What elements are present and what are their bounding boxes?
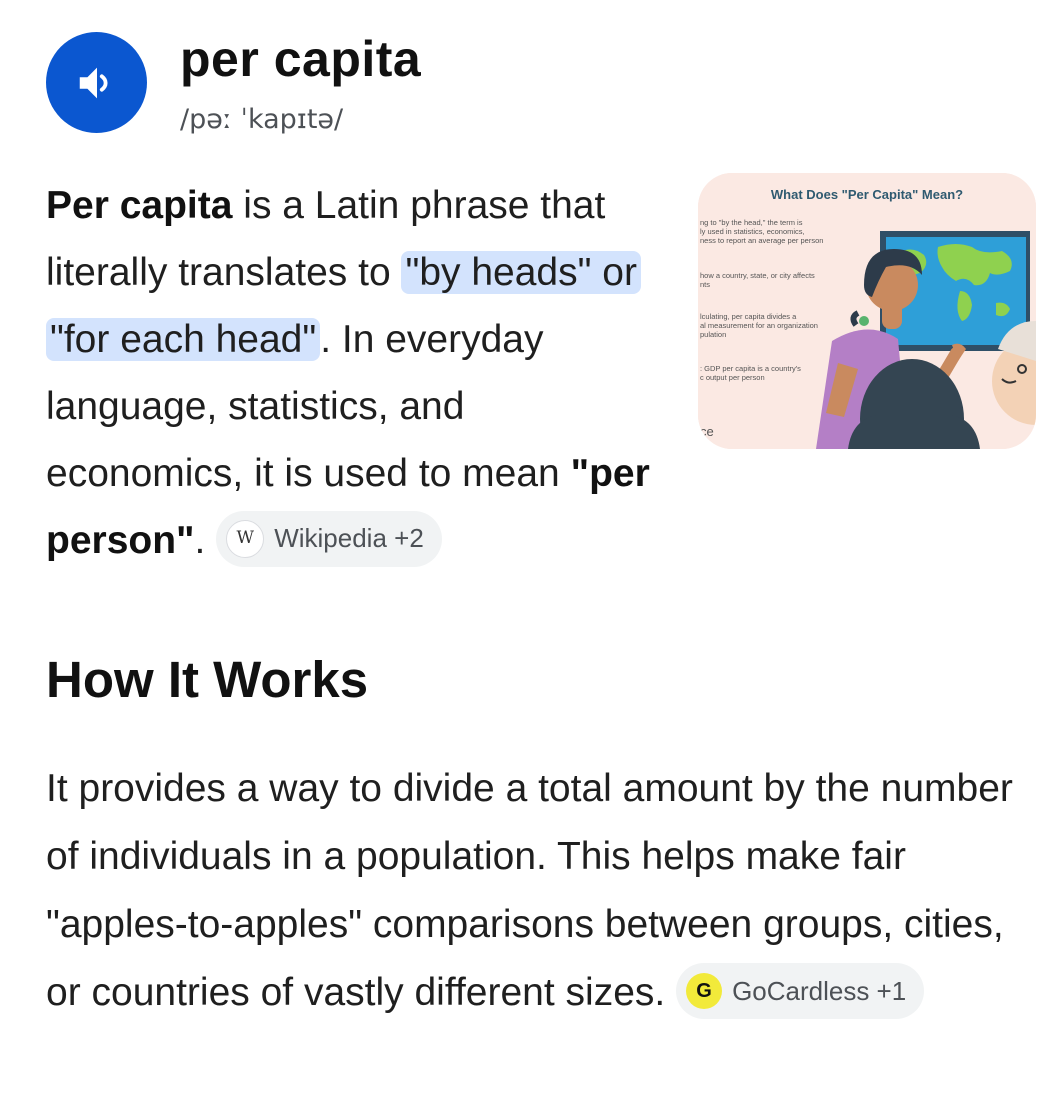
wikipedia-chip-label: Wikipedia +2 — [274, 523, 424, 554]
wikipedia-source-chip[interactable] — [216, 511, 442, 567]
entry-pronunciation: /pəː ˈkapɪtə/ — [180, 104, 344, 135]
infographic-thumbnail[interactable] — [698, 173, 1036, 449]
infographic-note: ce — [700, 424, 714, 439]
infographic-note: : GDP per capita is a country's c output per person — [700, 364, 801, 382]
intro-bold-per-person: "per person" — [46, 452, 650, 562]
section-body — [46, 755, 1026, 1027]
infographic-note: lculating, per capita divides a al measurement for an organization pulation — [700, 312, 818, 339]
intro-term: Per capita — [46, 184, 233, 227]
pronunciation-speaker-button[interactable] — [46, 32, 147, 133]
section-heading: How It Works — [46, 651, 369, 708]
infographic-illustration — [698, 173, 1036, 449]
section-body-text: It provides a way to divide a total amount by the number of individuals in a population. This helps make fair "apples-to-apples" comparisons between groups, cities, or countries of vastly different sizes. — [46, 767, 1013, 1014]
gocardless-icon: G — [686, 973, 722, 1009]
gocardless-source-chip[interactable] — [676, 963, 924, 1019]
wikipedia-icon: W — [226, 520, 264, 558]
volume-icon — [74, 60, 120, 106]
dictionary-header — [46, 30, 1006, 140]
intro-highlight[interactable]: "by heads" or "for each head" — [46, 251, 641, 361]
infographic-note: ng to "by the head," the term is ly used in statistics, economics, ness to report an average per person — [700, 218, 824, 245]
infographic-title: What Does "Per Capita" Mean? — [770, 187, 964, 202]
intro-text-3: . — [194, 519, 217, 562]
intro-text-2: . In everyday language, statistics, and economics, it is used to mean — [46, 318, 571, 495]
entry-word: per capita — [180, 31, 422, 87]
gocardless-chip-label: GoCardless +1 — [732, 975, 907, 1006]
infographic-note: how a country, state, or city affects nts — [700, 271, 815, 289]
intro-text-1: is a Latin phrase that literally translates to — [46, 184, 606, 294]
intro-paragraph — [46, 172, 666, 574]
